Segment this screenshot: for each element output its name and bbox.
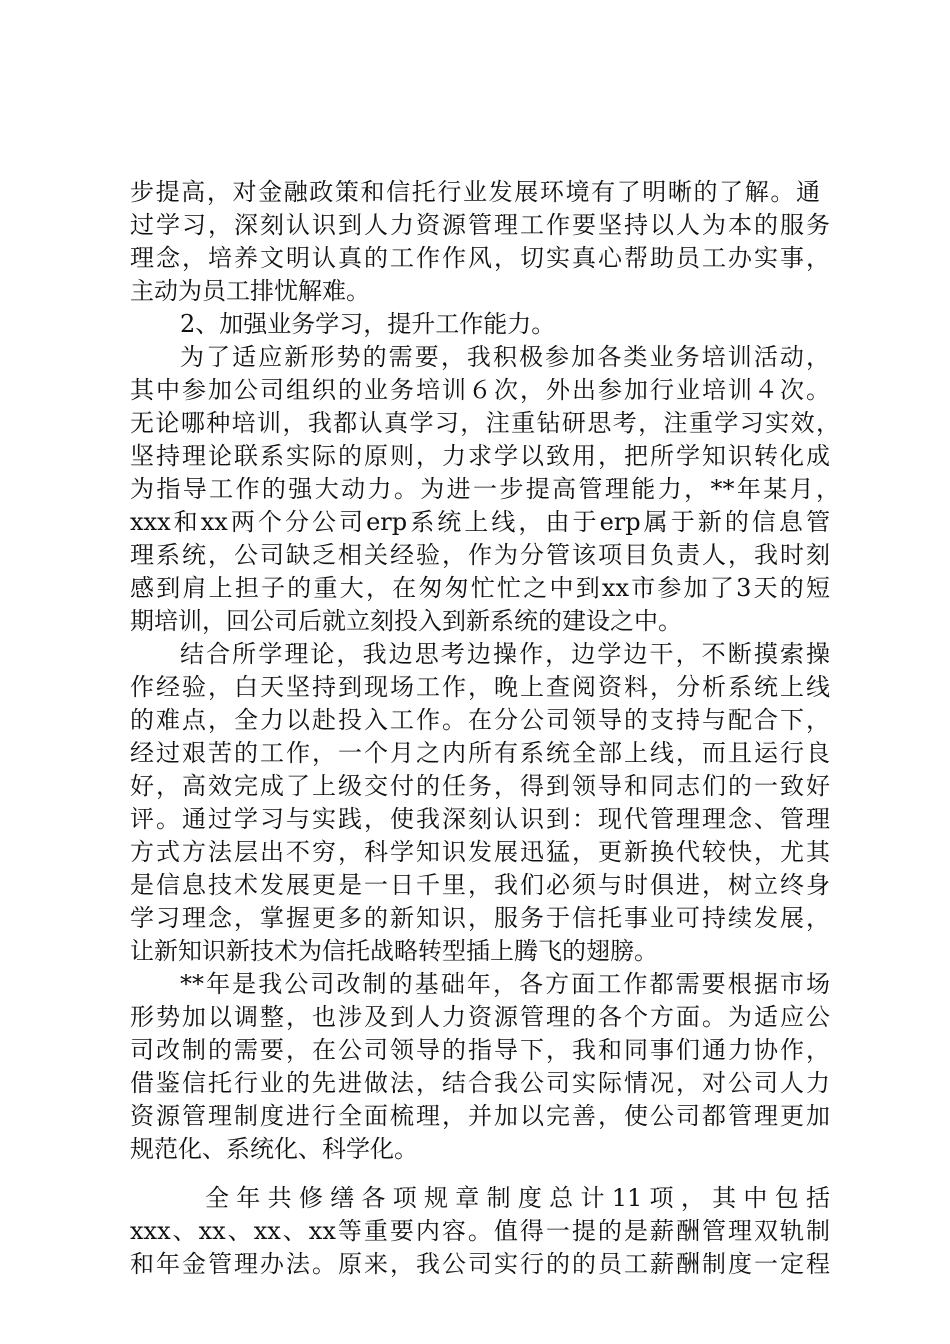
text-line: xxx和xx两个分公司erp系统上线，由于erp属于新的信息管	[130, 508, 830, 536]
text-line: **年是我公司改制的基础年，各方面工作都需要根据市场	[180, 970, 830, 998]
text-line: 经过艰苦的工作，一个月之内所有系统全部上线，而且运行良	[130, 739, 830, 767]
text-line: 期培训，回公司后就立刻投入到新系统的建设之中。	[130, 607, 682, 635]
text-line: 为了适应新形势的需要，我积极参加各类业务培训活动，	[180, 343, 830, 371]
section-heading: 2、加强业务学习，提升工作能力。	[180, 310, 556, 338]
text-line: 好，高效完成了上级交付的任务，得到领导和同志们的一致好	[130, 772, 830, 800]
text-line: 学习理念，掌握更多的新知识，服务于信托事业可持续发展，	[130, 904, 830, 932]
text-line: 全年共修缮各项规章制度总计11项，其中包括	[205, 1184, 830, 1212]
text-line: 和年金管理办法。原来，我公司实行的的员工薪酬制度一定程	[130, 1250, 830, 1278]
text-line: 是信息技术发展更是一日千里，我们必须与时俱进，树立终身	[130, 871, 830, 899]
text-line: 主动为员工排忧解难。	[130, 277, 370, 305]
text-line: 理系统，公司缺乏相关经验，作为分管该项目负责人，我时刻	[130, 541, 830, 569]
text-line: 过学习，深刻认识到人力资源管理工作要坚持以人为本的服务	[130, 211, 830, 239]
text-line: 司改制的需要，在公司领导的指导下，我和同事们通力协作，	[130, 1036, 830, 1064]
text-line: 规范化、系统化、科学化。	[130, 1135, 418, 1163]
text-line: 结合所学理论，我边思考边操作，边学边干，不断摸索操	[180, 640, 830, 668]
text-line: 其中参加公司组织的业务培训６次，外出参加行业培训４次。	[130, 376, 830, 404]
text-line: 让新知识新技术为信托战略转型插上腾飞的翅膀。	[130, 937, 658, 965]
text-line: 形势加以调整，也涉及到人力资源管理的各个方面。为适应公	[130, 1003, 830, 1031]
text-line: 理念，培养文明认真的工作作风，切实真心帮助员工办实事，	[130, 244, 830, 272]
text-line: 为指导工作的强大动力。为进一步提高管理能力，**年某月，	[130, 475, 840, 503]
text-line: 坚持理论联系实际的原则，力求学以致用，把所学知识转化成	[130, 442, 830, 470]
text-line: 的难点，全力以赴投入工作。在分公司领导的支持与配合下，	[130, 706, 830, 734]
text-line: 方式方法层出不穷，科学知识发展迅猛，更新换代较快，尤其	[130, 838, 830, 866]
text-line: 借鉴信托行业的先进做法，结合我公司实际情况，对公司人力	[130, 1069, 830, 1097]
text-line: xxx、xx、xx、xx等重要内容。值得一提的是薪酬管理双轨制	[130, 1217, 830, 1245]
text-line: 资源管理制度进行全面梳理，并加以完善，使公司都管理更加	[130, 1102, 830, 1130]
text-line: 作经验，白天坚持到现场工作，晚上查阅资料，分析系统上线	[130, 673, 830, 701]
text-line: 无论哪种培训，我都认真学习，注重钻研思考，注重学习实效，	[130, 409, 840, 437]
text-line: 感到肩上担子的重大，在匆匆忙忙之中到xx市参加了3天的短	[130, 574, 830, 602]
text-line: 评。通过学习与实践，使我深刻认识到：现代管理理念、管理	[130, 805, 830, 833]
text-line: 步提高，对金融政策和信托行业发展环境有了明晰的了解。通	[130, 178, 820, 206]
